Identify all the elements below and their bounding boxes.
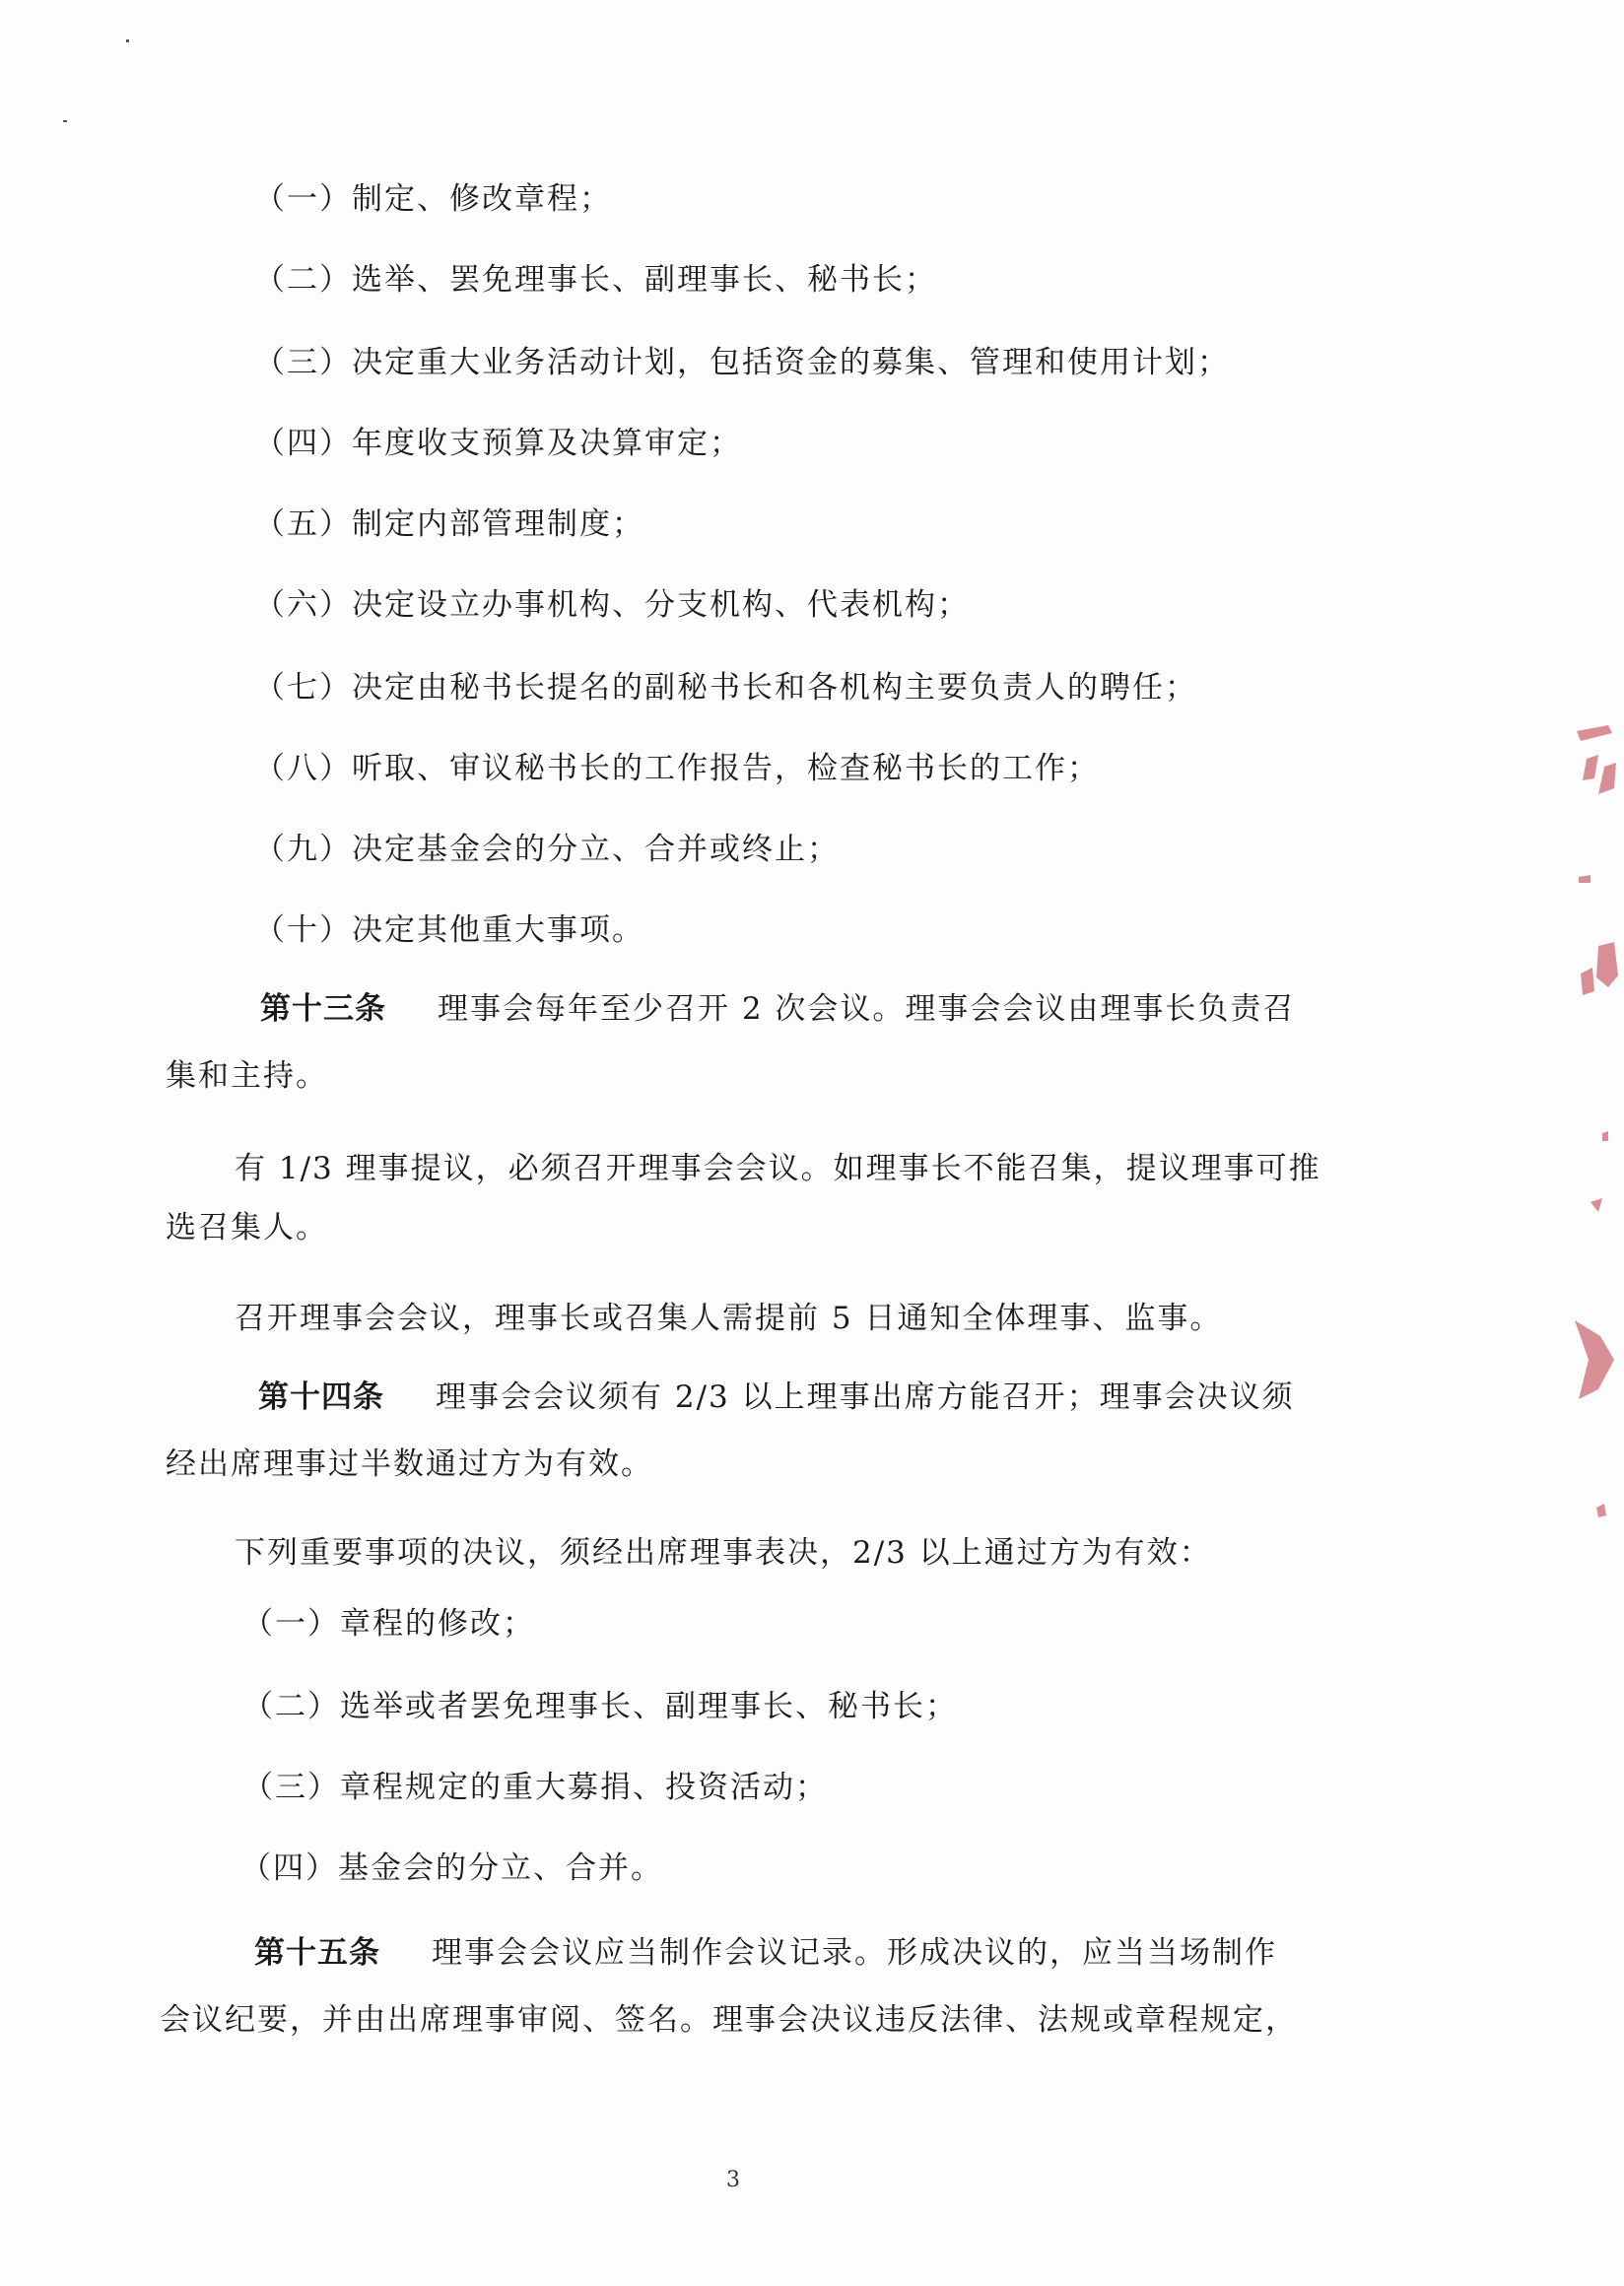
article-13-line-2: 集和主持。 [166, 1058, 328, 1094]
article-14-heading: 第十四条 [258, 1379, 384, 1415]
list-item: （六）决定设立办事机构、分支机构、代表机构； [254, 587, 970, 623]
list-item: （十）决定其他重大事项。 [254, 912, 644, 948]
list-item: （一）制定、修改章程； [254, 181, 612, 217]
scan-mark [126, 39, 129, 42]
article-15-text: 理事会会议应当制作会议记录。形成决议的，应当当场制作 [432, 1935, 1277, 1971]
article-15-line-2: 会议纪要，并由出席理事审阅、签名。理事会决议违反法律、法规或章程规定， [160, 2002, 1298, 2038]
list-item: （九）决定基金会的分立、合并或终止； [254, 832, 840, 867]
article-13-heading: 第十三条 [260, 991, 386, 1027]
list-item: （二）选举或者罢免理事长、副理事长、秘书长； [242, 1689, 958, 1724]
list-item: （四）基金会的分立、合并。 [240, 1850, 663, 1886]
article-14-line-2: 经出席理事过半数通过方为有效。 [166, 1446, 653, 1482]
article-14-line-1 [258, 1378, 1295, 1417]
article-14-text: 理事会会议须有 2/3 以上理事出席方能召开；理事会决议须 [436, 1379, 1295, 1415]
article-13-paragraph-2-line-2: 选召集人。 [166, 1210, 328, 1245]
article-13-text: 理事会每年至少召开 2 次会议。理事会会议由理事长负责召 [438, 991, 1296, 1027]
article-13-paragraph-2-line-1: 有 1/3 理事提议，必须召开理事会会议。如理事长不能召集，提议理事可推 [235, 1151, 1321, 1186]
article-13-paragraph-3: 召开理事会会议，理事长或召集人需提前 5 日通知全体理事、监事。 [235, 1301, 1223, 1336]
scan-mark [63, 120, 67, 122]
seal-stamp-fragment [1569, 719, 1624, 1527]
page-number: 3 [726, 2168, 740, 2192]
article-15-line-1 [254, 1933, 1277, 1973]
list-item: （八）听取、审议秘书长的工作报告，检查秘书长的工作； [254, 751, 1100, 786]
article-14-paragraph-2: 下列重要事项的决议，须经出席理事表决，2/3 以上通过方为有效： [235, 1535, 1212, 1571]
list-item: （七）决定由秘书长提名的副秘书长和各机构主要负责人的聘任； [254, 670, 1197, 706]
list-item: （二）选举、罢免理事长、副理事长、秘书长； [254, 262, 937, 298]
article-15-heading: 第十五条 [254, 1935, 380, 1971]
list-item: （一）章程的修改； [242, 1606, 535, 1642]
list-item: （四）年度收支预算及决算审定； [254, 426, 742, 461]
list-item: （五）制定内部管理制度； [254, 506, 644, 542]
article-13-line-1 [260, 989, 1295, 1029]
list-item: （三）决定重大业务活动计划，包括资金的募集、管理和使用计划； [254, 345, 1230, 380]
list-item: （三）章程规定的重大募捐、投资活动； [242, 1770, 828, 1805]
